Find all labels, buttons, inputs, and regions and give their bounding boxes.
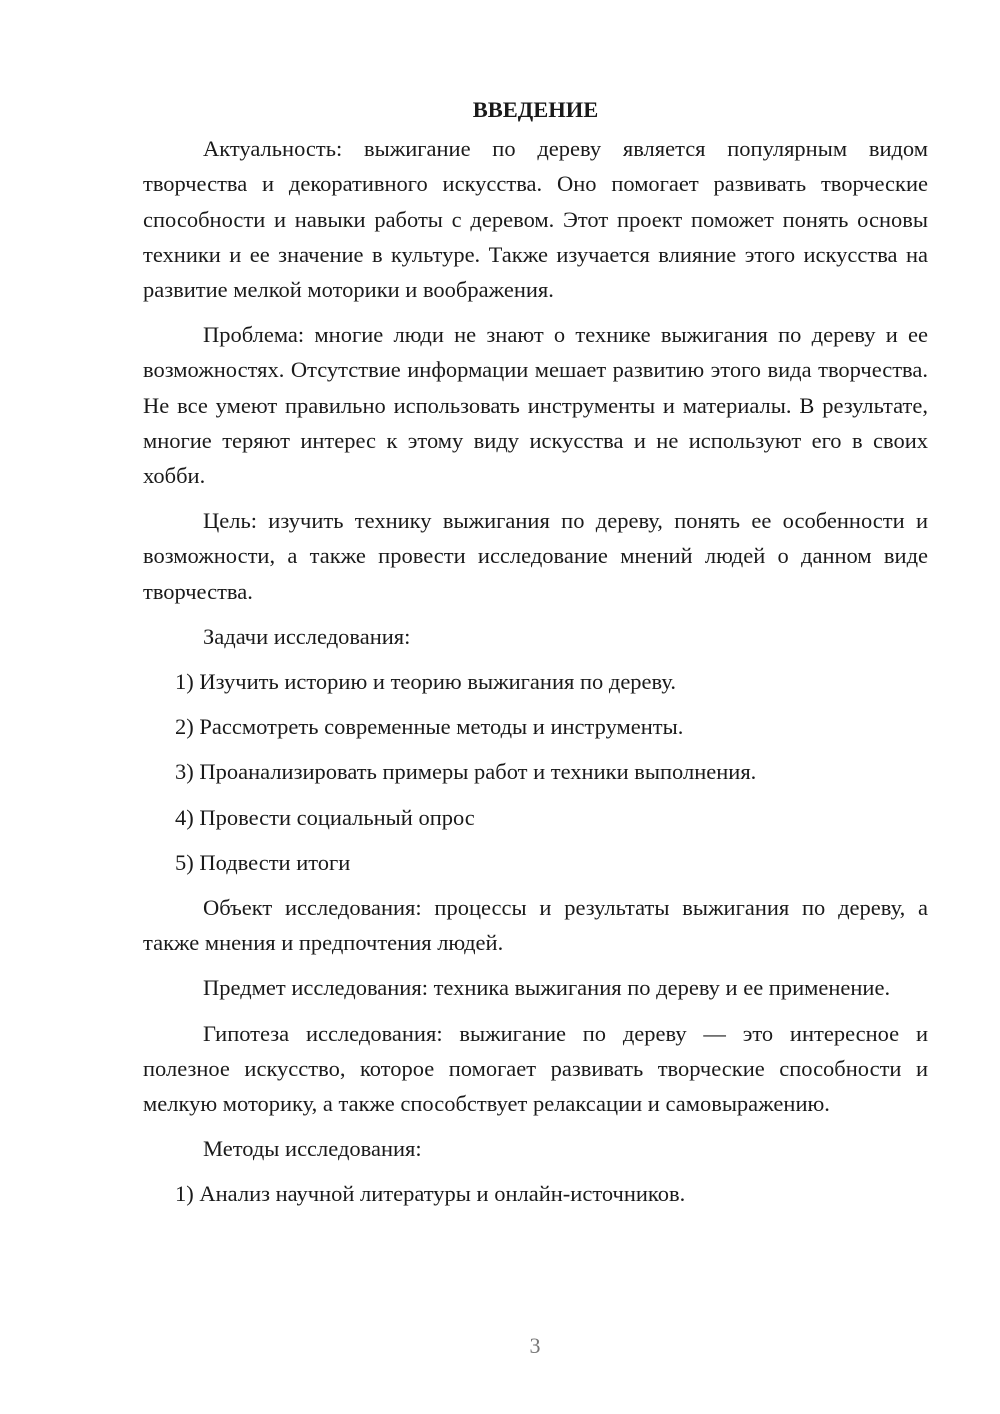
task-item: 5) Подвести итоги [175,849,351,875]
problem-paragraph: Проблема: многие люди не знают о технике выжигания по дереву и ее возможностях. Отсутствие информации мешает развитию этого вида творчества. Не все умеют правильно использовать инструменты и материалы. В результате, многие теряют интерес к этому виду искусства и не используют его в своих хобби. [143,322,928,489]
task-item: 2) Рассмотреть современные методы и инструменты. [175,714,684,740]
relevance-paragraph: Актуальность: выжигание по дереву является популярным видом творчества и декоративного искусства. Оно помогает развивать творческие способности и навыки работы с деревом. Этот проект поможет понять основы техники и ее значение в культуре. Также изучается влияние этого искусства на развитие мелкой моторики и воображения. [143,136,928,303]
goal-paragraph: Цель: изучить технику выжигания по дереву, понять ее особенности и возможности, а также провести исследование мнений людей о данном виде творчества. [143,508,928,604]
object-paragraph: Объект исследования: процессы и результаты выжигания по дереву, а также мнения и предпочтения людей. [143,895,928,956]
page-title: ВВЕДЕНИЕ [472,97,599,122]
hypothesis-paragraph: Гипотеза исследования: выжигание по дереву — это интересное и полезное искусство, которое помогает развивать творческие способности и мелкую моторику, а также способствует релаксации и самовыражению. [143,1020,928,1117]
task-item: 4) Провести социальный опрос [175,804,475,830]
task-item: 1) Изучить историю и теорию выжигания по дереву. [175,669,677,695]
task-item: 3) Проанализировать примеры работ и техники выполнения. [175,759,757,785]
subject-paragraph: Предмет исследования: техника выжигания по дереву и ее применение. [203,975,891,1001]
method-item: 1) Анализ научной литературы и онлайн-источников. [175,1181,686,1207]
tasks-heading: Задачи исследования: [203,623,411,649]
document-body [143,92,928,1222]
page-number: 3 [529,1333,541,1358]
methods-heading: Методы исследования: [203,1136,422,1162]
